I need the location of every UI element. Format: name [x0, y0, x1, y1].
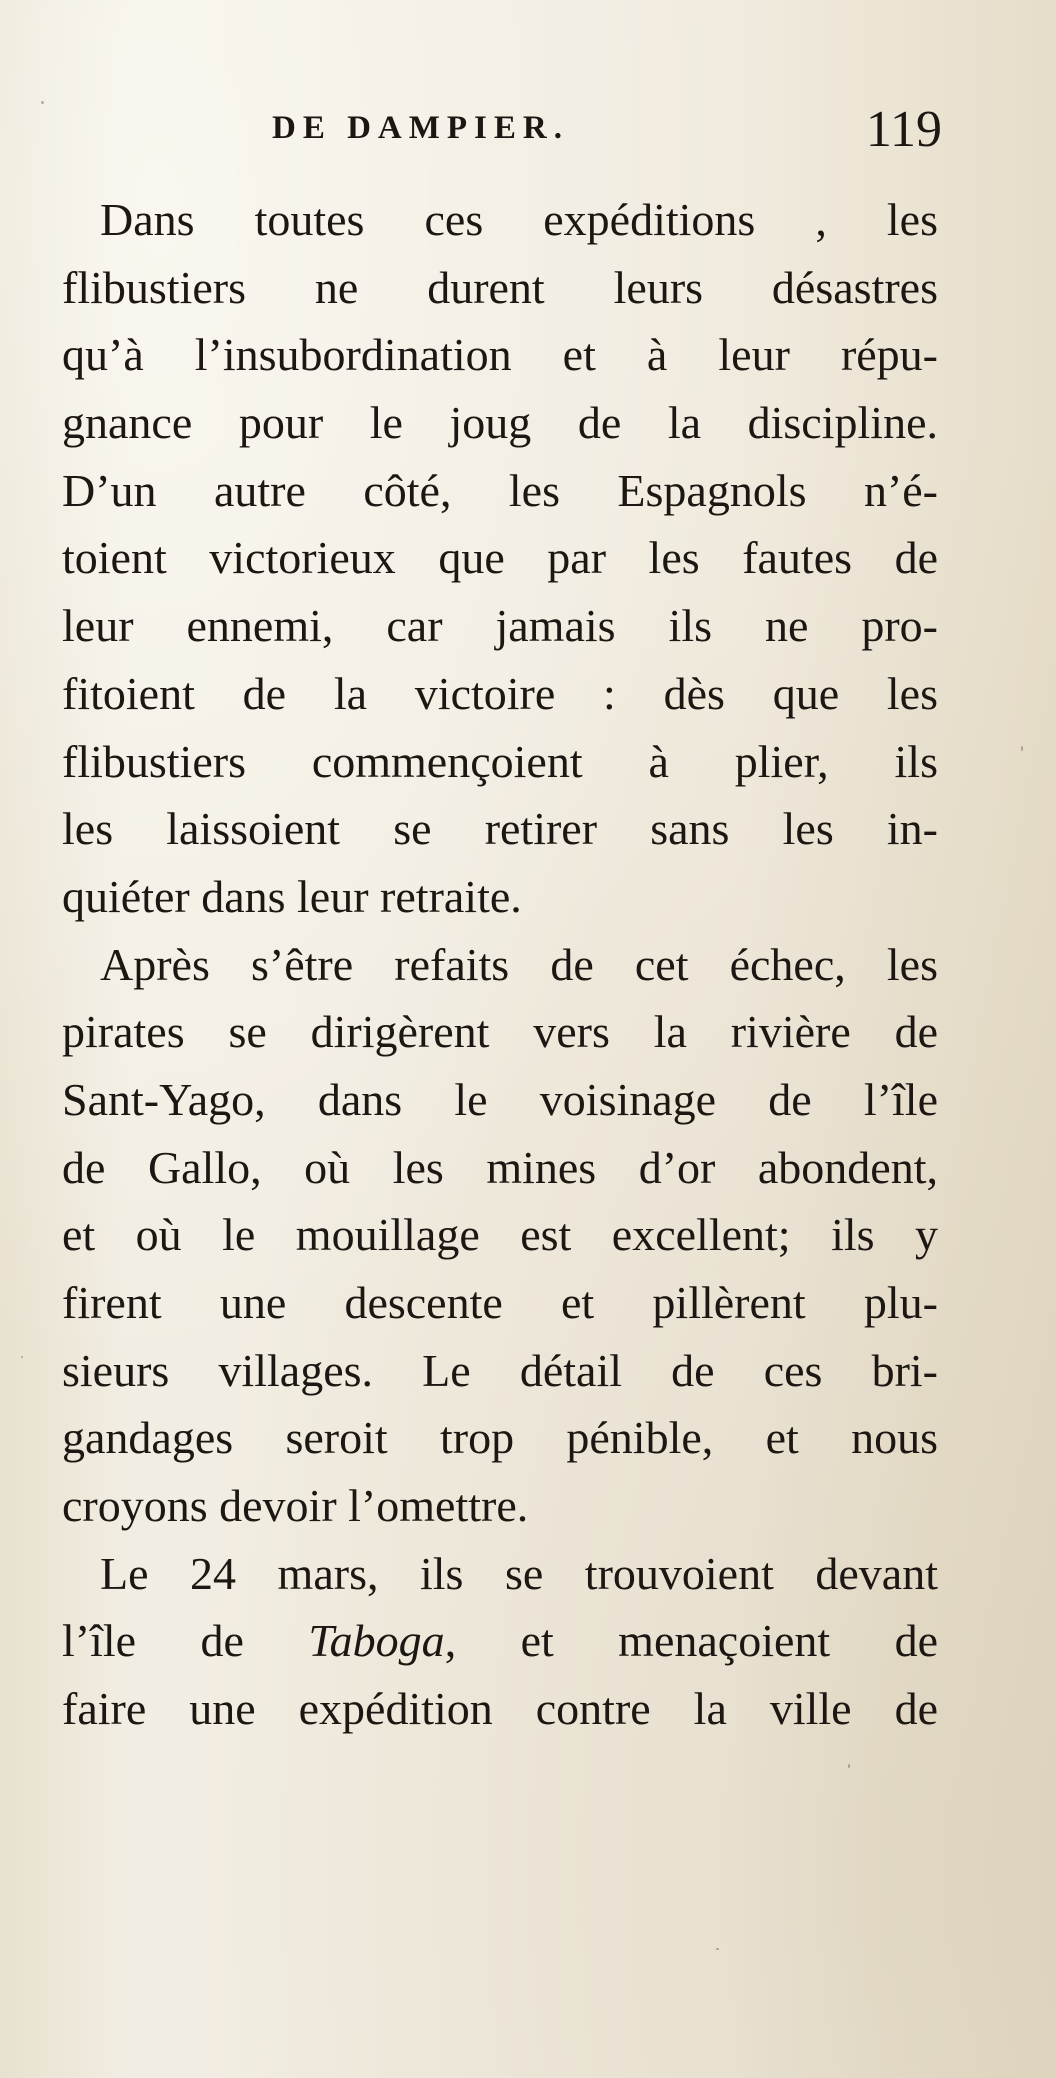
- text-line: Après s’être refaits de cet échec, les: [100, 938, 938, 990]
- paragraph-3: [62, 1540, 938, 1743]
- page-header: [272, 101, 942, 164]
- text-line: sieurs villages. Le détail de ces bri-: [62, 1344, 938, 1396]
- text-segment: , et menaçoient de: [444, 1615, 939, 1667]
- paragraph-1: [62, 186, 938, 931]
- page-number: 119: [865, 101, 942, 158]
- text-line: fitoient de la victoire : dès que les: [62, 667, 938, 719]
- italic-place-name: Taboga: [308, 1615, 445, 1667]
- text-line-with-italic: [62, 1607, 938, 1675]
- paper-speck: [716, 1948, 719, 1950]
- text-line: Sant-Yago, dans le voisinage de l’île: [62, 1073, 938, 1125]
- text-line: croyons devoir l’omettre.: [62, 1480, 529, 1532]
- text-segment: l’île de: [62, 1615, 244, 1667]
- text-line: de Gallo, où les mines d’or abondent,: [62, 1141, 938, 1193]
- text-line: quiéter dans leur retraite.: [62, 870, 522, 922]
- text-line: Le 24 mars, ils se trouvoient devant: [100, 1547, 938, 1599]
- text-line: flibustiers ne durent leurs désastres: [62, 261, 938, 313]
- running-title: DE DAMPIER.: [272, 110, 569, 146]
- text-line: toient victorieux que par les fautes de: [62, 532, 938, 584]
- text-line: D’un autre côté, les Espagnols n’é-: [62, 464, 938, 516]
- paper-speck: [1021, 746, 1023, 751]
- text-line: flibustiers commençoient à plier, ils: [62, 735, 938, 787]
- text-line: qu’à l’insubordination et à leur répu-: [62, 329, 938, 381]
- text-line: et où le mouillage est excellent; ils y: [62, 1209, 938, 1261]
- paper-speck: [41, 101, 44, 104]
- text-line: les laissoient se retirer sans les in-: [62, 803, 938, 855]
- text-line: firent une descente et pillèrent plu-: [62, 1277, 938, 1328]
- text-line: gandages seroit trop pénible, et nous: [62, 1412, 938, 1464]
- body-text: [62, 186, 938, 1743]
- paper-speck: [848, 1764, 850, 1768]
- text-line: pirates se dirigèrent vers la rivière de: [62, 1006, 938, 1058]
- text-line: gnance pour le joug de la discipline.: [62, 397, 938, 449]
- text-line: Dans toutes ces expéditions , les: [100, 194, 938, 245]
- paragraph-2: [62, 931, 938, 1540]
- text-line: leur ennemi, car jamais ils ne pro-: [62, 600, 938, 652]
- text-line: faire une expédition contre la ville de: [62, 1683, 938, 1735]
- paper-speck: [21, 1356, 23, 1358]
